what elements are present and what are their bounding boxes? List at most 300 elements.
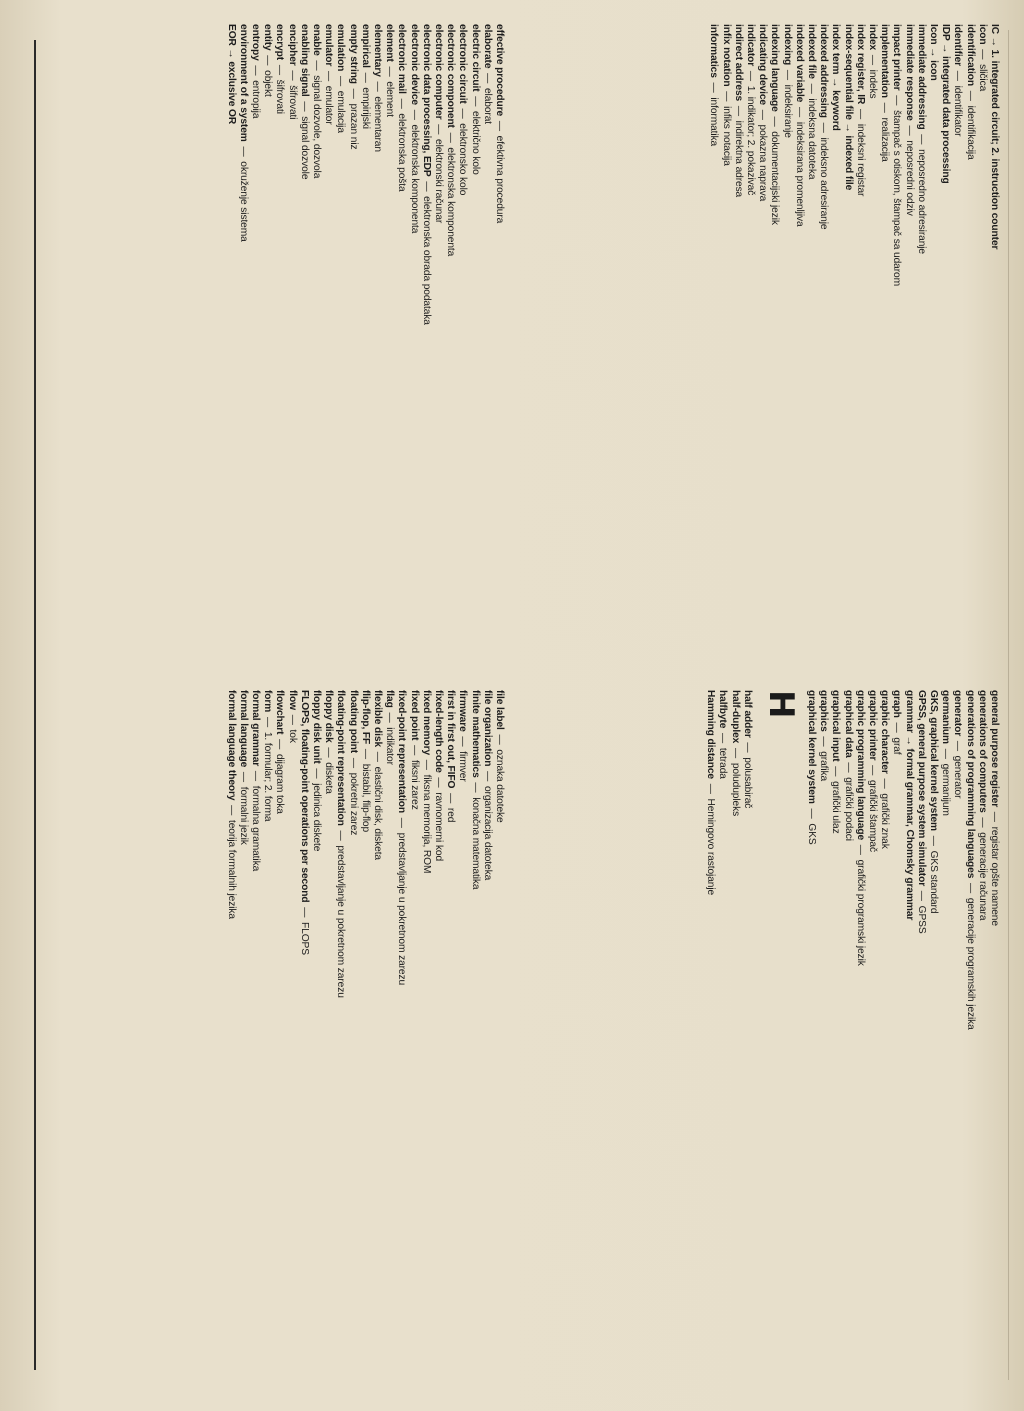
entry-dash: — xyxy=(494,731,505,748)
glossary-entry xyxy=(927,690,939,1330)
glossary-entry xyxy=(915,690,927,1330)
entry-dash: — xyxy=(915,131,927,148)
glossary-entry xyxy=(707,24,719,664)
entry-term: encipher xyxy=(286,24,298,66)
entry-definition: elastični disk, disketa xyxy=(371,766,383,860)
entry-dash: — xyxy=(384,63,396,80)
entry-dash: — xyxy=(805,80,817,97)
entry-dash: — xyxy=(469,779,481,796)
entry-definition: jedinica diskete xyxy=(310,783,322,852)
glossary-column-3-text xyxy=(215,690,505,1330)
entry-dash: — xyxy=(741,739,753,756)
entry-definition: indeksna datoteka xyxy=(805,98,817,180)
entry-definition: 1. indikator; 2. pokazivač xyxy=(744,85,756,196)
entry-dash: — xyxy=(335,73,347,89)
entry-term: graphic character xyxy=(879,690,891,774)
entry-definition: predstavljanje u pokretnom zarezu xyxy=(335,845,347,998)
glossary-entry xyxy=(866,690,878,1330)
glossary-entry xyxy=(704,690,716,1330)
entry-term: flip-flop, FF xyxy=(359,690,371,745)
glossary-entry xyxy=(793,24,805,664)
glossary-column-1-text xyxy=(700,24,1000,664)
entry-dash: — xyxy=(952,738,964,754)
entry-term: half adder xyxy=(741,690,753,738)
entry-dash: — xyxy=(481,768,493,784)
glossary-entry xyxy=(939,24,951,664)
entry-dash: — xyxy=(964,880,976,896)
entry-dash: — xyxy=(976,46,988,63)
entry-term: icon xyxy=(976,24,988,45)
right-fold-line xyxy=(1008,30,1009,1380)
entry-dash: — xyxy=(952,68,964,84)
entry-definition: indeksirana promenljiva xyxy=(793,121,805,227)
entry-term: entropy xyxy=(249,24,261,61)
entry-dash: — xyxy=(854,106,866,122)
entry-term: graphics xyxy=(818,690,830,732)
entry-definition: infiks notacija xyxy=(720,106,732,166)
entry-definition: objekt xyxy=(262,70,274,97)
glossary-entry xyxy=(890,24,902,664)
entry-definition: dijagram toka xyxy=(274,753,286,814)
glossary-entry xyxy=(298,690,310,1330)
entry-dash: — xyxy=(769,113,781,130)
entry-dash: — xyxy=(866,762,878,778)
entry-dash: — xyxy=(445,790,457,806)
entry-term: identifier xyxy=(952,24,964,67)
entry-dash: — xyxy=(705,780,717,797)
entry-dash: — xyxy=(408,106,420,123)
glossary-entry xyxy=(310,690,322,1330)
entry-term: germanium xyxy=(940,690,952,745)
entry-dash: — xyxy=(323,68,335,84)
entry-definition: red xyxy=(445,807,457,823)
entry-term: indirect address xyxy=(732,24,744,102)
entry-definition: grafički podaci xyxy=(842,777,854,841)
entry-definition: indeksno adresiranje xyxy=(818,137,830,230)
entry-definition: šifrovati xyxy=(274,79,286,114)
entry-definition: graf xyxy=(891,737,903,755)
entry-definition: indeksiranje xyxy=(781,84,793,138)
entry-dash: — xyxy=(347,85,359,102)
entry-term: electronic mail xyxy=(396,24,408,94)
entry-dash: — xyxy=(989,809,1000,825)
entry-term: indexed addressing xyxy=(818,24,830,118)
glossary-column-4-text xyxy=(215,24,505,664)
entry-dash: — xyxy=(420,757,432,773)
entry-definition: empirijski xyxy=(359,87,371,129)
glossary-entry xyxy=(383,690,395,1330)
entry-dash: — xyxy=(310,57,322,74)
entry-definition: poludupleks xyxy=(729,762,741,817)
entry-definition: tetrada xyxy=(717,747,729,779)
glossary-entry xyxy=(732,24,744,664)
glossary-entry xyxy=(407,690,419,1330)
entry-definition: oznaka datoteke xyxy=(494,749,505,823)
entry-dash: — xyxy=(866,52,878,68)
glossary-entry xyxy=(249,690,261,1330)
entry-term: index-sequential file → indexed file xyxy=(842,24,854,191)
glossary-entry xyxy=(298,24,310,664)
glossary-entry xyxy=(322,690,334,1330)
glossary-entry xyxy=(878,24,890,664)
glossary-entry xyxy=(371,690,383,1330)
entry-dash: — xyxy=(323,744,335,761)
entry-definition: tok xyxy=(286,729,298,743)
entry-definition: element xyxy=(384,81,396,117)
entry-term: floppy disk xyxy=(323,690,335,743)
entry-definition: neposredno adresiranje xyxy=(915,149,927,254)
entry-definition: GKS standard xyxy=(927,850,939,914)
glossary-entry xyxy=(456,24,468,664)
entry-dash: — xyxy=(408,742,420,758)
entry-term: IC → 1. integrated circuit; 2. instruction counter xyxy=(989,24,1000,250)
entry-definition: pokretni zarez xyxy=(347,772,359,836)
entry-dash: — xyxy=(481,70,493,86)
glossary-entry xyxy=(805,690,817,1330)
entry-dash: — xyxy=(262,52,274,69)
entry-term: Icon → icon xyxy=(927,24,939,81)
glossary-entry xyxy=(817,690,829,1330)
entry-dash: — xyxy=(445,129,457,146)
entry-dash: — xyxy=(854,842,866,858)
entry-dash: — xyxy=(432,121,444,138)
entry-definition: elektronska komponenta xyxy=(408,124,420,234)
entry-term: elementary xyxy=(371,24,383,77)
glossary-entry xyxy=(432,24,444,664)
entry-term: enabling signal xyxy=(298,24,310,97)
entry-term: IDP → integrated data processing xyxy=(940,24,952,184)
entry-term: halfbyte xyxy=(717,690,729,729)
entry-term: electronic circuit xyxy=(457,24,469,104)
glossary-entry xyxy=(716,690,728,1330)
entry-term: element xyxy=(384,24,396,62)
glossary-entry xyxy=(878,690,890,1330)
glossary-entry xyxy=(493,24,505,664)
entry-term: fixed memory xyxy=(420,690,432,756)
glossary-entry xyxy=(902,24,914,664)
entry-dash: — xyxy=(976,814,988,831)
entry-definition: elektronski računar xyxy=(432,139,444,224)
entry-definition: Hemingovo rastojanje xyxy=(705,798,717,896)
entry-dash: — xyxy=(708,79,720,96)
glossary-entry xyxy=(468,690,480,1330)
glossary-entry xyxy=(890,690,902,1330)
entry-term: generations of computers xyxy=(976,690,988,813)
entry-term: graphic printer xyxy=(866,690,878,761)
entry-definition: grafički znak xyxy=(879,793,891,849)
entry-term: emulation xyxy=(335,24,347,72)
entry-definition: elektronsko kolo xyxy=(457,123,469,196)
glossary-entry xyxy=(728,690,740,1330)
entry-term: indicator xyxy=(744,24,756,67)
entry-term: form xyxy=(262,690,274,713)
entry-term: generations of programming languages xyxy=(964,690,976,879)
glossary-entry xyxy=(988,690,1000,1330)
entry-definition: disketa xyxy=(323,762,335,794)
entry-definition: elektronska pošta xyxy=(396,113,408,192)
entry-term: indexed variable xyxy=(793,24,805,103)
glossary-entry xyxy=(939,690,951,1330)
entry-definition: 1. formular; 2. forma xyxy=(262,731,274,822)
entry-definition: firmver xyxy=(457,751,469,782)
entry-dash: — xyxy=(335,827,347,844)
glossary-entry xyxy=(756,24,768,664)
glossary-entry xyxy=(432,690,444,1330)
entry-definition: generacije programskih jezika xyxy=(964,897,976,1030)
entry-dash: — xyxy=(286,711,298,728)
entry-term: graphical data xyxy=(842,690,854,758)
glossary-entry xyxy=(902,690,914,1330)
glossary-column-4 xyxy=(215,24,505,664)
entry-term: indexing xyxy=(781,24,793,66)
entry-definition: ravnomerni kod xyxy=(432,792,444,862)
entry-term: empty string xyxy=(347,24,359,84)
entry-definition: efektivna procedura xyxy=(494,135,505,224)
glossary-entry xyxy=(371,24,383,664)
entry-term: floating-point representation xyxy=(335,690,347,826)
entry-dash: — xyxy=(494,118,505,134)
entry-dash: — xyxy=(286,67,298,84)
glossary-entry xyxy=(963,690,975,1330)
glossary-entry xyxy=(780,24,792,664)
glossary-entry xyxy=(310,24,322,664)
entry-definition: identifikacija xyxy=(964,105,976,160)
entry-term: GPSS, general purpose system simulator xyxy=(915,690,927,887)
entry-term: floppy disk unit xyxy=(310,690,322,764)
entry-term: index term → keyword xyxy=(830,24,842,131)
glossary-entry xyxy=(841,690,853,1330)
glossary-entry xyxy=(359,690,371,1330)
glossary-entry xyxy=(285,24,297,664)
glossary-entry xyxy=(322,24,334,664)
entry-definition: grafički ulaz xyxy=(830,781,842,834)
entry-definition: neposredni odziv xyxy=(903,140,915,216)
glossary-entry xyxy=(407,24,419,664)
entry-term: electronic computer xyxy=(432,24,444,120)
glossary-entry xyxy=(224,24,236,664)
entry-term: electronic data processing, EDP xyxy=(420,24,432,177)
entry-dash: — xyxy=(359,746,371,762)
entry-term: file label xyxy=(494,690,505,730)
entry-term: fixed-point representation xyxy=(396,690,408,814)
glossary-entry xyxy=(988,24,1000,664)
entry-definition: grafički programski jezik xyxy=(854,859,866,966)
entry-definition: generator xyxy=(952,755,964,799)
entry-term: fixed point xyxy=(408,690,420,741)
glossary-entry xyxy=(420,690,432,1330)
entry-term: encrypt xyxy=(274,24,286,61)
glossary-entry xyxy=(915,24,927,664)
entry-dash: — xyxy=(262,714,274,730)
glossary-entry xyxy=(468,24,480,664)
entry-definition: dokumentacijski jezik xyxy=(769,131,781,225)
glossary-entry xyxy=(829,24,841,664)
entry-definition: fiksna memorija, ROM xyxy=(420,774,432,874)
entry-term: firmware xyxy=(457,690,469,732)
glossary-entry xyxy=(420,24,432,664)
entry-definition: emulacija xyxy=(335,90,347,133)
entry-term: informatics xyxy=(708,24,720,78)
entry-dash: — xyxy=(818,733,830,750)
entry-term: generator xyxy=(952,690,964,737)
entry-term: general purpose register xyxy=(989,690,1000,808)
entry-dash: — xyxy=(940,746,952,762)
entry-definition: registar opšte namene xyxy=(989,826,1000,926)
entry-dash: — xyxy=(384,709,396,726)
entry-term: indexed file xyxy=(805,24,817,79)
entry-definition: pokazna naprava xyxy=(757,124,769,202)
entry-dash: — xyxy=(359,69,371,86)
glossary-entry xyxy=(334,24,346,664)
entry-term: flag xyxy=(384,690,396,708)
entry-dash: — xyxy=(457,733,469,750)
glossary-entry xyxy=(444,690,456,1330)
entry-dash: — xyxy=(830,763,842,780)
entry-dash: — xyxy=(879,99,891,116)
entry-term: GKS, graphical kernel system xyxy=(927,690,939,832)
entry-dash: — xyxy=(732,103,744,119)
entry-dash: — xyxy=(903,122,915,139)
entry-definition: fiksni zarez xyxy=(408,759,420,810)
glossary-entry xyxy=(817,24,829,664)
entry-term: first in first out, FIFO xyxy=(445,690,457,789)
glossary-entry xyxy=(493,690,505,1330)
glossary-entry xyxy=(273,690,285,1330)
entry-term: environment of a system xyxy=(237,24,249,142)
entry-term: EOR → exclusive OR xyxy=(225,24,237,125)
entry-dash: — xyxy=(371,749,383,765)
glossary-entry xyxy=(249,24,261,664)
entry-definition: informatika xyxy=(708,97,720,147)
entry-term: indexing language xyxy=(769,24,781,112)
entry-term: FLOPS, floating-point operations per second xyxy=(298,690,310,903)
glossary-entry xyxy=(854,24,866,664)
entry-dash: — xyxy=(249,62,261,79)
entry-definition: organizacija datoteka xyxy=(481,785,493,881)
section-letter: H xyxy=(760,690,801,719)
entry-dash: — xyxy=(915,888,927,904)
glossary-entry xyxy=(951,24,963,664)
glossary-entry xyxy=(976,690,988,1330)
glossary-entry xyxy=(444,24,456,664)
glossary-entry xyxy=(963,24,975,664)
entry-definition: FLOPS xyxy=(298,922,310,955)
glossary-entry xyxy=(854,690,866,1330)
entry-dash: — xyxy=(720,88,732,105)
glossary-entry xyxy=(346,690,358,1330)
entry-dash: — xyxy=(818,119,830,136)
entry-term: graphic programming language xyxy=(854,690,866,841)
entry-definition: prazan niz xyxy=(347,103,359,150)
entry-dash: — xyxy=(249,768,261,784)
entry-definition: sličica xyxy=(976,64,988,92)
glossary-entry xyxy=(744,24,756,664)
entry-dash: — xyxy=(347,755,359,771)
glossary-entry xyxy=(976,24,988,664)
entry-dash: — xyxy=(457,105,469,122)
entry-dash: — xyxy=(744,68,756,84)
entry-term: entity xyxy=(262,24,274,51)
entry-dash: — xyxy=(371,78,383,95)
entry-term: indicating device xyxy=(757,24,769,105)
glossary-entry xyxy=(456,690,468,1330)
entry-definition: signal dozvole xyxy=(298,116,310,180)
entry-term: formal language theory xyxy=(225,690,237,801)
entry-term: implementation xyxy=(879,24,891,98)
entry-dash: — xyxy=(469,93,481,110)
entry-term: file organization xyxy=(481,690,493,767)
entry-definition: predstavljanje u pokretnom zarezu xyxy=(396,832,408,986)
glossary-column-2 xyxy=(700,690,1000,1330)
entry-definition: okruženje sistema xyxy=(237,161,249,242)
glossary-entry xyxy=(829,690,841,1330)
entry-term: Hamming distance xyxy=(705,690,717,779)
entry-definition: elektronska obrada podataka xyxy=(420,196,432,325)
entry-definition: emulator xyxy=(323,85,335,125)
entry-dash: — xyxy=(432,774,444,791)
glossary-entry xyxy=(285,690,297,1330)
glossary-entry xyxy=(805,24,817,664)
entry-dash: — xyxy=(729,745,741,761)
entry-dash: — xyxy=(927,833,939,849)
glossary-entry xyxy=(237,24,249,664)
entry-term: effective procedure xyxy=(494,24,505,117)
entry-dash: — xyxy=(891,719,903,736)
glossary-entry xyxy=(395,24,407,664)
entry-definition: GKS xyxy=(805,823,817,845)
entry-dash: — xyxy=(781,67,793,83)
entry-term: half-duplex xyxy=(729,690,741,744)
glossary-entry xyxy=(481,690,493,1330)
glossary-entry xyxy=(951,690,963,1330)
entry-term: elaborate xyxy=(481,24,493,69)
entry-dash: — xyxy=(420,178,432,195)
entry-term: flowchart xyxy=(274,690,286,735)
entry-term: immediate response xyxy=(903,24,915,121)
entry-term: infix notation xyxy=(720,24,732,87)
entry-definition: konačna matematika xyxy=(469,797,481,890)
entry-definition: indirektna adresa xyxy=(732,120,744,198)
glossary-entry xyxy=(359,24,371,664)
entry-term: formal language xyxy=(237,690,249,768)
glossary-entry xyxy=(719,24,731,664)
entry-definition: signal dozvole, dozvola xyxy=(310,75,322,179)
entry-term: electronic device xyxy=(408,24,420,105)
glossary-column-1 xyxy=(700,24,1000,664)
entry-definition: indikator xyxy=(384,727,396,765)
entry-definition: indeks xyxy=(866,69,878,99)
entry-term: fixed-length code xyxy=(432,690,444,773)
entry-term: identification xyxy=(964,24,976,86)
glossary-entry xyxy=(841,24,853,664)
entry-definition: identifikator xyxy=(952,85,964,137)
entry-definition: formalna gramatika xyxy=(249,785,261,872)
entry-term: impact printer xyxy=(891,24,903,91)
entry-term: empirical xyxy=(359,24,371,68)
entry-definition: elementaran xyxy=(371,96,383,152)
glossary-entry xyxy=(346,24,358,664)
entry-definition: štampač s otiskom, štampač sa udarom xyxy=(891,110,903,286)
entry-dash: — xyxy=(396,815,408,831)
glossary-entry xyxy=(261,24,273,664)
entry-term: enable xyxy=(310,24,322,56)
entry-dash: — xyxy=(717,730,729,746)
glossary-entry xyxy=(383,24,395,664)
entry-dash: — xyxy=(757,106,769,123)
glossary-entry xyxy=(768,24,780,664)
entry-term: immediate addressing xyxy=(915,24,927,130)
entry-term: flow xyxy=(286,690,298,710)
